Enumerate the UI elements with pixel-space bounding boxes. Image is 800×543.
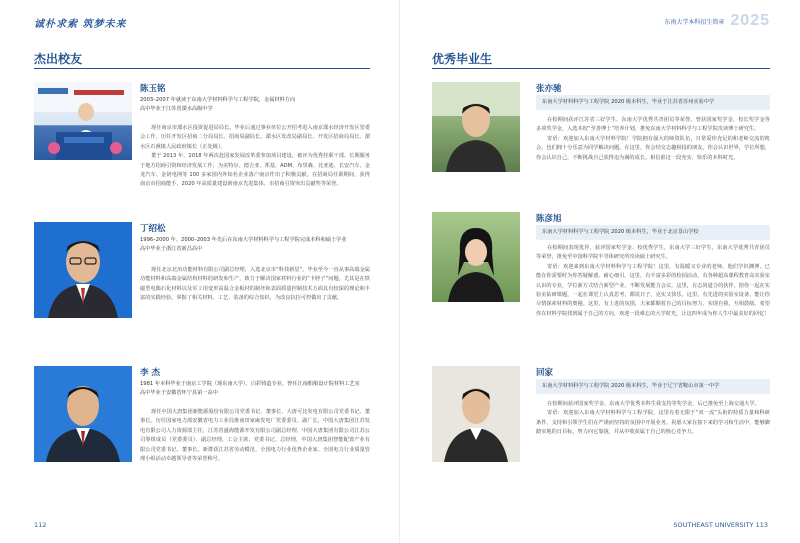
profile-name: 回家 [536, 368, 554, 378]
header-slogan: 诚朴求索 筑梦未来 [34, 19, 127, 30]
profile-photo-portrait [34, 222, 132, 318]
student-illustration-icon [432, 82, 520, 172]
profile-photo-student [432, 212, 520, 302]
profile-bio: 在校期间获评江苏省三好学生、东南大学优秀共青团员等荣誉。曾获国家奖学金、校长奖学金等多项奖学金，入选本校“至善博士”培养计划，推免东南大学材料科学与工程学院攻读博士研究生。 寄语：欢迎加入东南大学材料学院！学院拥有强大的师资队伍，日常爱你充足的和老师交流的机会。也们拥十分乐意为同学解决问题。在这里，你会结交志趣相投的朋友，你会认识世界，学位所想，你会认识自己，不断挑战自己获得追为满的成长。相信谁这一段充实、快乐的本科时光。 [536, 117, 770, 161]
student-illustration-icon [432, 366, 520, 462]
profile-photo-speaker [34, 82, 132, 160]
profile-meta: 1996–2000 年、2000–2003 年先后在东南大学材料科学与工程学院完成本科和硕士学业 高中毕业于浙江省新昌高中 [140, 237, 347, 252]
portrait-illustration-icon [34, 222, 132, 318]
profile-meta: 东南大学材料科学与工程学院 2020 级本科生，毕业于江苏省苏州实验中学 [536, 95, 770, 110]
profile-meta: 1981 年本科毕业于南京工学院（现东南大学），白彩铸造专业，曾任江南船舶设计院材料工艺室 高中毕业于安徽省怀宁县第一高中 [140, 381, 360, 396]
page-number-right: SOUTHEAST UNIVERSITY 113 [673, 521, 768, 529]
profile-name: 张亦驰 [536, 84, 562, 94]
right-page [400, 0, 800, 543]
section-divider [34, 68, 370, 69]
profile-meta: 东南大学材料科学与工程学院 2020 级本科生，毕业于北京景山学校 [536, 225, 770, 240]
page-number-left: 112 [34, 521, 47, 529]
profile-name: 陈玉铭 [140, 84, 166, 94]
portrait-illustration-icon [34, 366, 132, 462]
profile-bio: 现任南京市溧水区投资促进局局长。毕业后通过事业单位公开招考进入南京溧水经济开发区管委会工作，历任开发区招商二分局局长、招商局副局长、溧水区发改局副局长、开发区招商局局长、溧水区石湫镇人民政府镇长（正处级）。 董于 2013 年、2018 年两次赴国家发展改革委参加项目建设，被评为优秀挂职干部。长期服务于地方招商引资和经济发展工作，为美特尔、德吉亚、邦基、ADM、布里森、比亚迪、长安汽车、金龙汽车、金钥电网等 100 多家国内外知名企业落户南京作出了积极贡献。在招商局任职期间，获得南京市招商能手、2020 年高质量建设新南京先进集体、市招商引资突出贡献奖等荣誉。 [140, 125, 370, 188]
profile-meta: 东南大学材料科学与工程学院 2020 级本科生，毕业于辽宁省鞍山市第一中学 [536, 379, 770, 394]
section-title-alumni: 杰出校友 [34, 52, 83, 66]
profile-bio: 在校期间表现优异，获评国家奖学金、校优秀学生，东南大学三好学生，东南大学优秀共青团员等荣誉，推免至中国科学院半导体研究所攻读硕士研究生。 寄语：欢迎来到东南大学材料科学与工程学院！这里，有温暖又专业的老师，他们学识渊博，已能在你需要时为你答疑解惑，耐心细引。这里，有丰富多彩的校园活动，有各种超高课程教育高实验室认识的专业，学位新方式结合新型产业，不断发展能力会议。这里，有志同道合的伙伴，陪你一起在实验室钻研课题，一起在课堂上认真思考，都说日子，克实又快乐。这里，有先进的实验室设备，能让你尽情探索材料的奥秘。这里，有上进的氛围，大家都顺着自己的目标努力，实现自我，互相鼓励。希望你在材料学院找到属于自己的方向，欢迎一段难忘的大学时光，让这四年成为你人生中最美好的回忆！ [536, 245, 770, 317]
profile-bio: 现任北京北冶功能材料有限公司副总经理，入选北京市“科技新星”。毕业至今一直从事高端金属功能材料和高端金属结构材料的研发和生产，致力于解决国家材料行业的“卡脖子”问题。尤其是在铁磁型电偶石化材料以及军工用变形高温合金板材的制坯和表面质量控制技术方面具有较深的理论和丰富的实践经验。掌握了相关材料、工艺、装备的综合知识，为改良抗拉可控做出了贡献。 [140, 267, 370, 302]
profile-photo-student [432, 82, 520, 172]
header-subtitle: 东南大学本科招生简章 [664, 18, 725, 26]
profile-bio: 在校期间获评国家奖学金、东南大学优秀本科生我支持等奖学金，后已推免至上海交通大学。 寄语：欢迎加入东南大学材料科学与工程学院，这里有着无限于“双一流”头衔的特质力量和科研条件，支持和引领学生们在严谨而坚持的氛围中开展业务。祝愿大家在接下来的学习和生活中，能够脚踏实地的日目标，努力向它靠拢，并从中收获属于自己的核心竞争力。 [536, 401, 770, 436]
speaker-illustration-icon [34, 82, 132, 160]
section-divider [432, 68, 770, 69]
profile-name: 李 杰 [140, 368, 160, 378]
student-illustration-icon [432, 212, 520, 302]
section-title-graduates: 优秀毕业生 [432, 52, 493, 66]
profile-bio: 现任中国大唐集团新能源股份有限公司党委书记、董事长、大唐可比发电有限公司党委书记、董事长。历任国家电力部安徽省电力工业局淮南田家庵发电厂党委委员、副厂长，中国大唐集团江苏发电有限公司人力资源部主任，江苏省盛海能源开发有限公司副总经理，中国大唐集团有限公司江苏公司筹组成员（党委委员）、副总经理，工会主席、党委书记、总经理，中国大唐集团智能配置产业有限公司党委书记、董事长。新群获江苏省劳动模范、全国电力行业优秀企业家、全国电力行业质量管理小组活动卓越领导者等荣誉称号。 [140, 409, 370, 463]
profile-name: 陈彦旭 [536, 214, 562, 224]
profile-photo-student [432, 366, 520, 462]
profile-meta: 2003–2007 年就读于东南大学材料科学与工程学院，金属材料方向 高中毕业于江苏省溧水高级中学 [140, 97, 296, 112]
header-brand [664, 12, 770, 30]
header-year: 2025 [730, 12, 770, 29]
profile-photo-portrait [34, 366, 132, 462]
profile-name: 丁绍松 [140, 224, 166, 234]
